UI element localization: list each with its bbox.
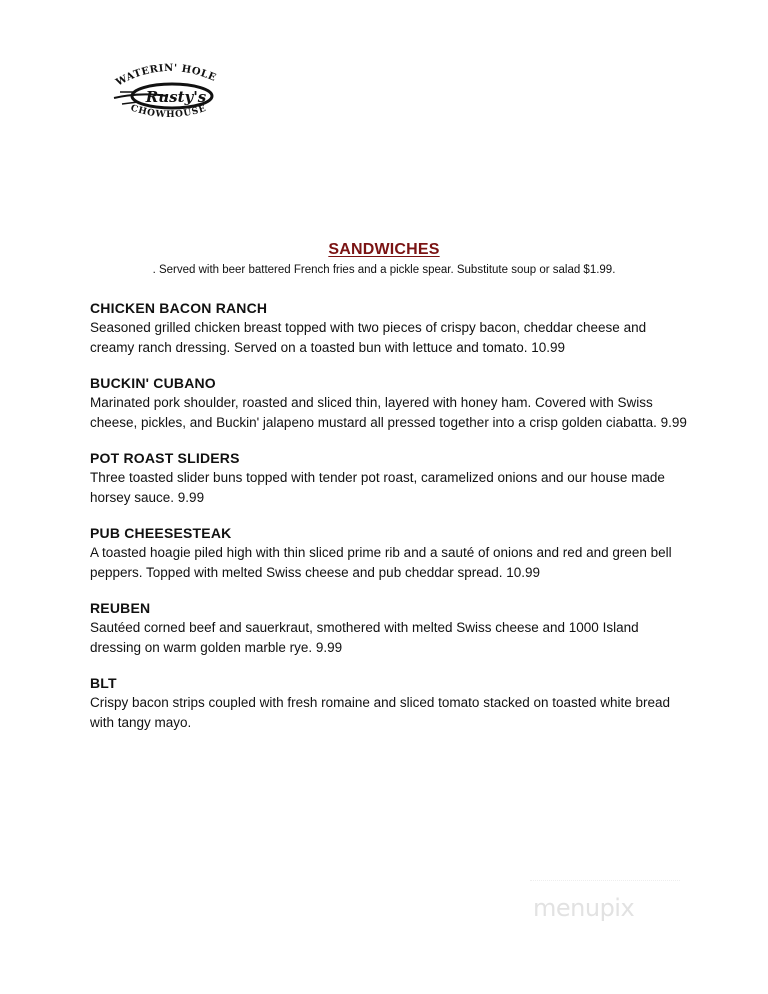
menu-item bbox=[90, 674, 690, 732]
menu-item bbox=[90, 374, 690, 432]
restaurant-logo bbox=[110, 62, 222, 128]
menu-item-description: Sautéed corned beef and sauerkraut, smothered with melted Swiss cheese and 1000 Island dressing on warm golden marble rye. 9.99 bbox=[90, 620, 639, 655]
menu-item-description: Marinated pork shoulder, roasted and sliced thin, layered with honey ham. Covered with Swiss cheese, pickles, and Buckin' jalapeno mustard all pressed together into a crisp golden ciabatta. 9.99 bbox=[90, 395, 687, 430]
section-subtitle: . Served with beer battered French fries and a pickle spear. Substitute soup or salad $1.99. bbox=[152, 264, 616, 276]
menu-item-name: POT ROAST SLIDERS bbox=[90, 450, 240, 466]
watermark-divider bbox=[530, 880, 680, 887]
section-title: SANDWICHES bbox=[328, 241, 440, 258]
menu-item bbox=[90, 449, 690, 507]
menu-item-description: Crispy bacon strips coupled with fresh romaine and sliced tomato stacked on toasted white bread with tangy mayo. bbox=[90, 695, 671, 730]
logo-script-text: Rusty's bbox=[145, 88, 207, 106]
menu-items-list bbox=[90, 299, 690, 749]
menu-item-name: REUBEN bbox=[90, 600, 151, 616]
menu-item-description: Three toasted slider buns topped with tender pot roast, caramelized onions and our house made horsey sauce. 9.99 bbox=[90, 470, 665, 505]
menu-item-name: CHICKEN BACON RANCH bbox=[90, 300, 268, 316]
menu-item-name: PUB CHEESESTEAK bbox=[90, 525, 232, 541]
menu-item-description: A toasted hoagie piled high with thin sliced prime rib and a sauté of onions and red and green bell peppers. Topped with melted Swiss cheese and pub cheddar spread. 10.99 bbox=[90, 545, 672, 580]
logo-top-text: WATERIN' HOLE bbox=[114, 62, 218, 89]
menu-item bbox=[90, 599, 690, 657]
watermark: menupix bbox=[533, 894, 635, 922]
logo-bottom-text: CHOWHOUSE bbox=[129, 103, 208, 121]
menu-item bbox=[90, 299, 690, 357]
menu-item-description: Seasoned grilled chicken breast topped with two pieces of crispy bacon, cheddar cheese and creamy ranch dressing. Served on a toasted bun with lettuce and tomato. 10.99 bbox=[90, 320, 647, 355]
menu-item-name: BUCKIN' CUBANO bbox=[90, 375, 216, 391]
menu-item-name: BLT bbox=[90, 675, 117, 691]
menu-item bbox=[90, 524, 690, 582]
